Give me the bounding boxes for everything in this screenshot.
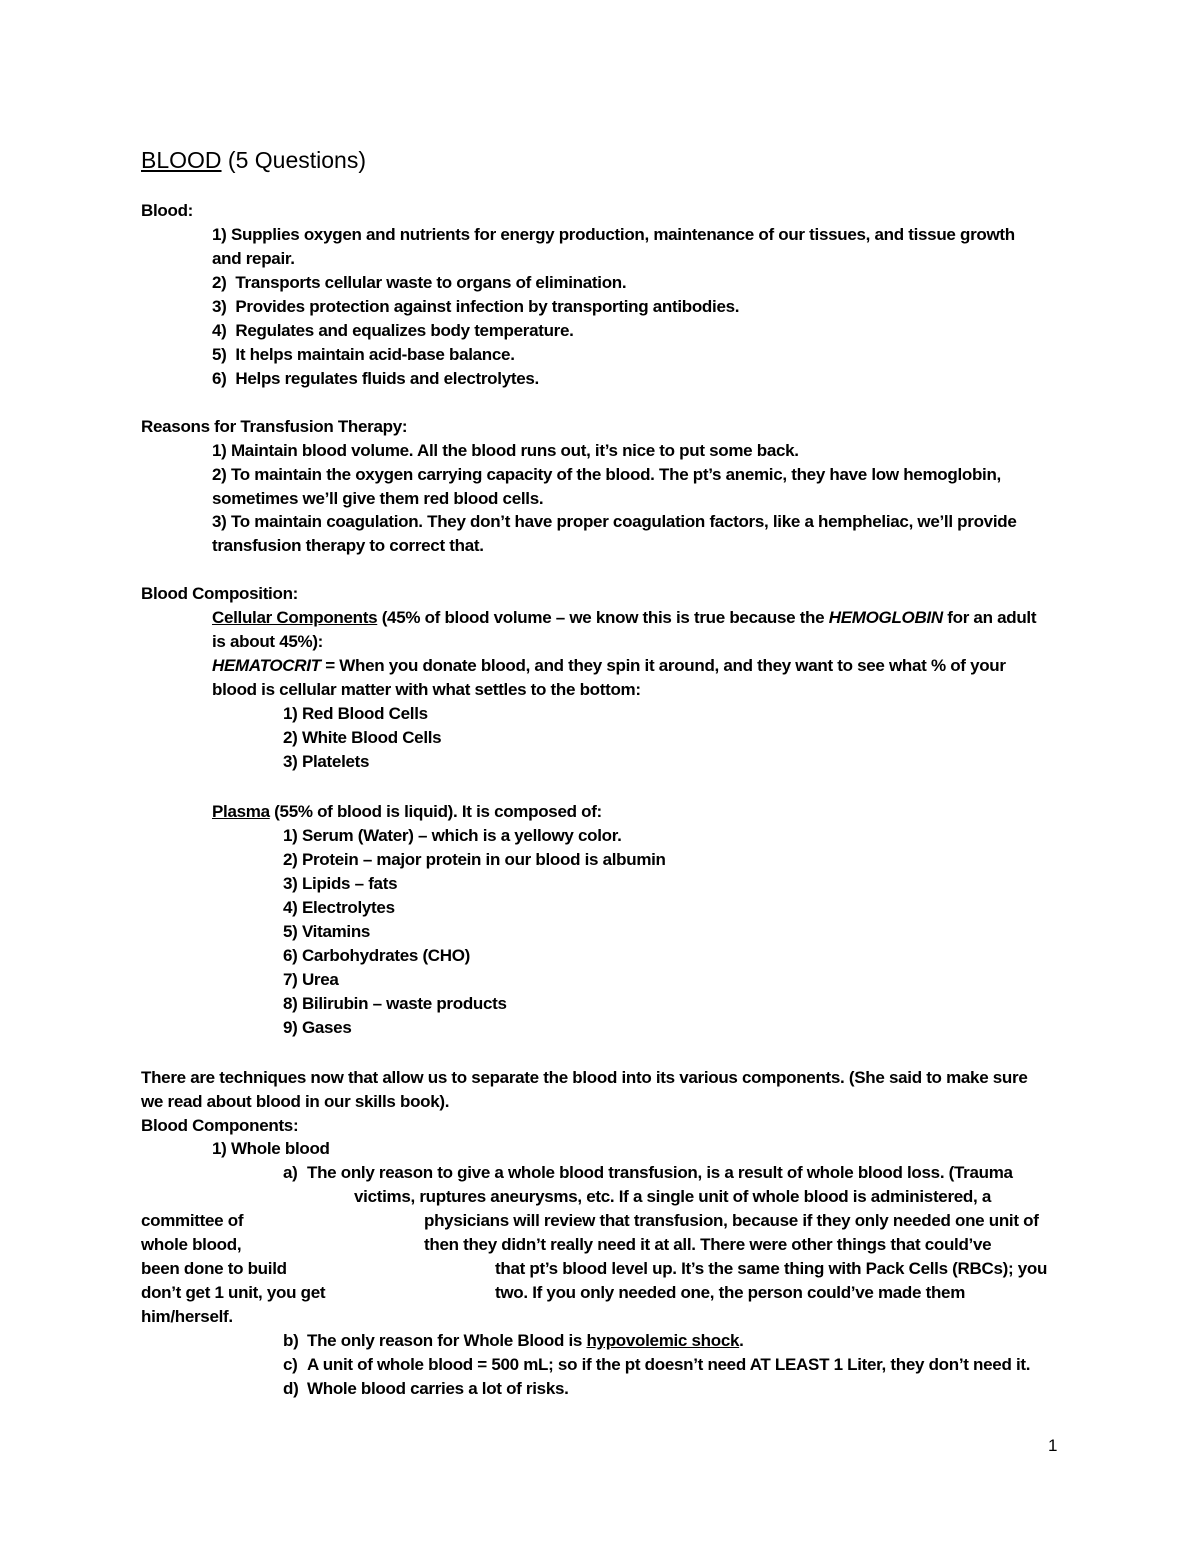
composition-heading: Blood Composition: bbox=[141, 584, 299, 603]
item-text: Supplies oxygen and nutrients for energy production, maintenance of our tissues, and tissue growth bbox=[230, 225, 1015, 244]
hematocrit-text: = When you donate blood, and they spin it around, and they want to see what % of your bbox=[320, 656, 1006, 675]
item-a-line-5b: that pt’s blood level up. It’s the same thing with Pack Cells (RBCs); you bbox=[495, 1259, 1048, 1278]
blood-item-6 bbox=[212, 367, 539, 391]
page-title bbox=[141, 145, 366, 175]
item-a-number: a) bbox=[283, 1163, 298, 1182]
item-b-line bbox=[307, 1329, 744, 1353]
cellular-text-end: for an adult bbox=[942, 608, 1037, 627]
item-text: Provides protection against infection by transporting antibodies. bbox=[235, 297, 740, 316]
page-number: 1 bbox=[1048, 1436, 1058, 1455]
cell-item-3: 3) Platelets bbox=[283, 752, 370, 771]
whole-blood-item: 1) Whole blood bbox=[212, 1139, 330, 1158]
item-c-number: c) bbox=[283, 1355, 298, 1374]
plasma-item-6: 6) Carbohydrates (CHO) bbox=[283, 946, 471, 965]
transfusion-line-1: 1) Maintain blood volume. All the blood runs out, it’s nice to put some back. bbox=[212, 441, 799, 460]
item-c-line: A unit of whole blood = 500 mL; so if the pt doesn’t need AT LEAST 1 Liter, they don’t need it. bbox=[307, 1355, 1031, 1374]
plasma-item-4: 4) Electrolytes bbox=[283, 898, 395, 917]
transfusion-heading: Reasons for Transfusion Therapy: bbox=[141, 417, 408, 436]
blood-item-3 bbox=[212, 295, 739, 319]
item-a-line-4a: whole blood, bbox=[141, 1235, 242, 1254]
blood-item-2 bbox=[212, 271, 626, 295]
item-a-line-3a: committee of bbox=[141, 1211, 244, 1230]
cellular-label: Cellular Components bbox=[212, 608, 378, 627]
item-number: 5) bbox=[212, 345, 227, 364]
components-heading: Blood Components: bbox=[141, 1116, 299, 1135]
item-d-number: d) bbox=[283, 1379, 299, 1398]
title-rest: (5 Questions) bbox=[221, 147, 366, 173]
item-a-line-3b: physicians will review that transfusion, because if they only needed one unit of bbox=[424, 1211, 1039, 1230]
cellular-text: (45% of blood volume – we know this is true because the bbox=[377, 608, 829, 627]
plasma-item-1: 1) Serum (Water) – which is a yellowy color. bbox=[283, 826, 622, 845]
item-a-line-5a: been done to build bbox=[141, 1259, 287, 1278]
plasma-text: (55% of blood is liquid). It is composed of: bbox=[269, 802, 602, 821]
plasma-line bbox=[212, 800, 602, 824]
item-text: Helps regulates fluids and electrolytes. bbox=[235, 369, 539, 388]
transfusion-line-4: 3) To maintain coagulation. They don’t have proper coagulation factors, like a hempheliac, we’ll provide bbox=[212, 512, 1017, 531]
item-b-text: The only reason for Whole Blood is bbox=[307, 1331, 587, 1350]
plasma-item-5: 5) Vitamins bbox=[283, 922, 371, 941]
cellular-line-2: is about 45%): bbox=[212, 632, 324, 651]
item-a-line-1: The only reason to give a whole blood transfusion, is a result of whole blood loss. (Trauma bbox=[307, 1163, 1013, 1182]
item-number: 2) bbox=[212, 273, 227, 292]
blood-item-4 bbox=[212, 319, 574, 343]
plasma-item-7: 7) Urea bbox=[283, 970, 339, 989]
plasma-item-8: 8) Bilirubin – waste products bbox=[283, 994, 507, 1013]
plasma-item-2: 2) Protein – major protein in our blood is albumin bbox=[283, 850, 666, 869]
item-a-line-4b: then they didn’t really need it at all. There were other things that could’ve bbox=[424, 1235, 992, 1254]
item-a-line-7: him/herself. bbox=[141, 1307, 233, 1326]
plasma-item-3: 3) Lipids – fats bbox=[283, 874, 398, 893]
cell-item-1: 1) Red Blood Cells bbox=[283, 704, 428, 723]
hematocrit-line-2: blood is cellular matter with what settles to the bottom: bbox=[212, 680, 641, 699]
cellular-line-1 bbox=[212, 606, 1036, 630]
item-d-line: Whole blood carries a lot of risks. bbox=[307, 1379, 569, 1398]
title-main: BLOOD bbox=[141, 147, 222, 173]
transfusion-line-3: sometimes we’ll give them red blood cells. bbox=[212, 489, 544, 508]
blood-item-1-cont: and repair. bbox=[212, 249, 295, 268]
item-a-line-6b: two. If you only needed one, the person could’ve made them bbox=[495, 1283, 966, 1302]
cell-item-2: 2) White Blood Cells bbox=[283, 728, 442, 747]
item-number: 1) bbox=[212, 225, 227, 244]
hematocrit-line-1 bbox=[212, 654, 1006, 678]
blood-item-5 bbox=[212, 343, 515, 367]
hemoglobin-term: HEMOGLOBIN bbox=[828, 608, 943, 627]
transfusion-line-5: transfusion therapy to correct that. bbox=[212, 536, 484, 555]
item-a-line-2: victims, ruptures aneurysms, etc. If a single unit of whole blood is administered, a bbox=[354, 1187, 992, 1206]
item-b-end: . bbox=[739, 1331, 744, 1350]
hematocrit-term: HEMATOCRIT bbox=[212, 656, 321, 675]
hypovolemic-shock-term: hypovolemic shock bbox=[586, 1331, 740, 1350]
transfusion-line-2: 2) To maintain the oxygen carrying capacity of the blood. The pt’s anemic, they have low hemoglobin, bbox=[212, 465, 1001, 484]
item-a-line-6a: don’t get 1 unit, you get bbox=[141, 1283, 326, 1302]
techniques-line-2: we read about blood in our skills book). bbox=[141, 1092, 450, 1111]
item-text: It helps maintain acid-base balance. bbox=[235, 345, 515, 364]
item-text: Regulates and equalizes body temperature. bbox=[235, 321, 574, 340]
item-number: 4) bbox=[212, 321, 227, 340]
plasma-item-9: 9) Gases bbox=[283, 1018, 352, 1037]
item-number: 6) bbox=[212, 369, 227, 388]
plasma-label: Plasma bbox=[212, 802, 270, 821]
techniques-line-1: There are techniques now that allow us to separate the blood into its various components. (She said to make sure bbox=[141, 1068, 1028, 1087]
blood-item-1 bbox=[212, 223, 1015, 247]
item-number: 3) bbox=[212, 297, 227, 316]
item-b-number: b) bbox=[283, 1331, 299, 1350]
item-text: Transports cellular waste to organs of elimination. bbox=[235, 273, 627, 292]
blood-heading: Blood: bbox=[141, 201, 194, 220]
